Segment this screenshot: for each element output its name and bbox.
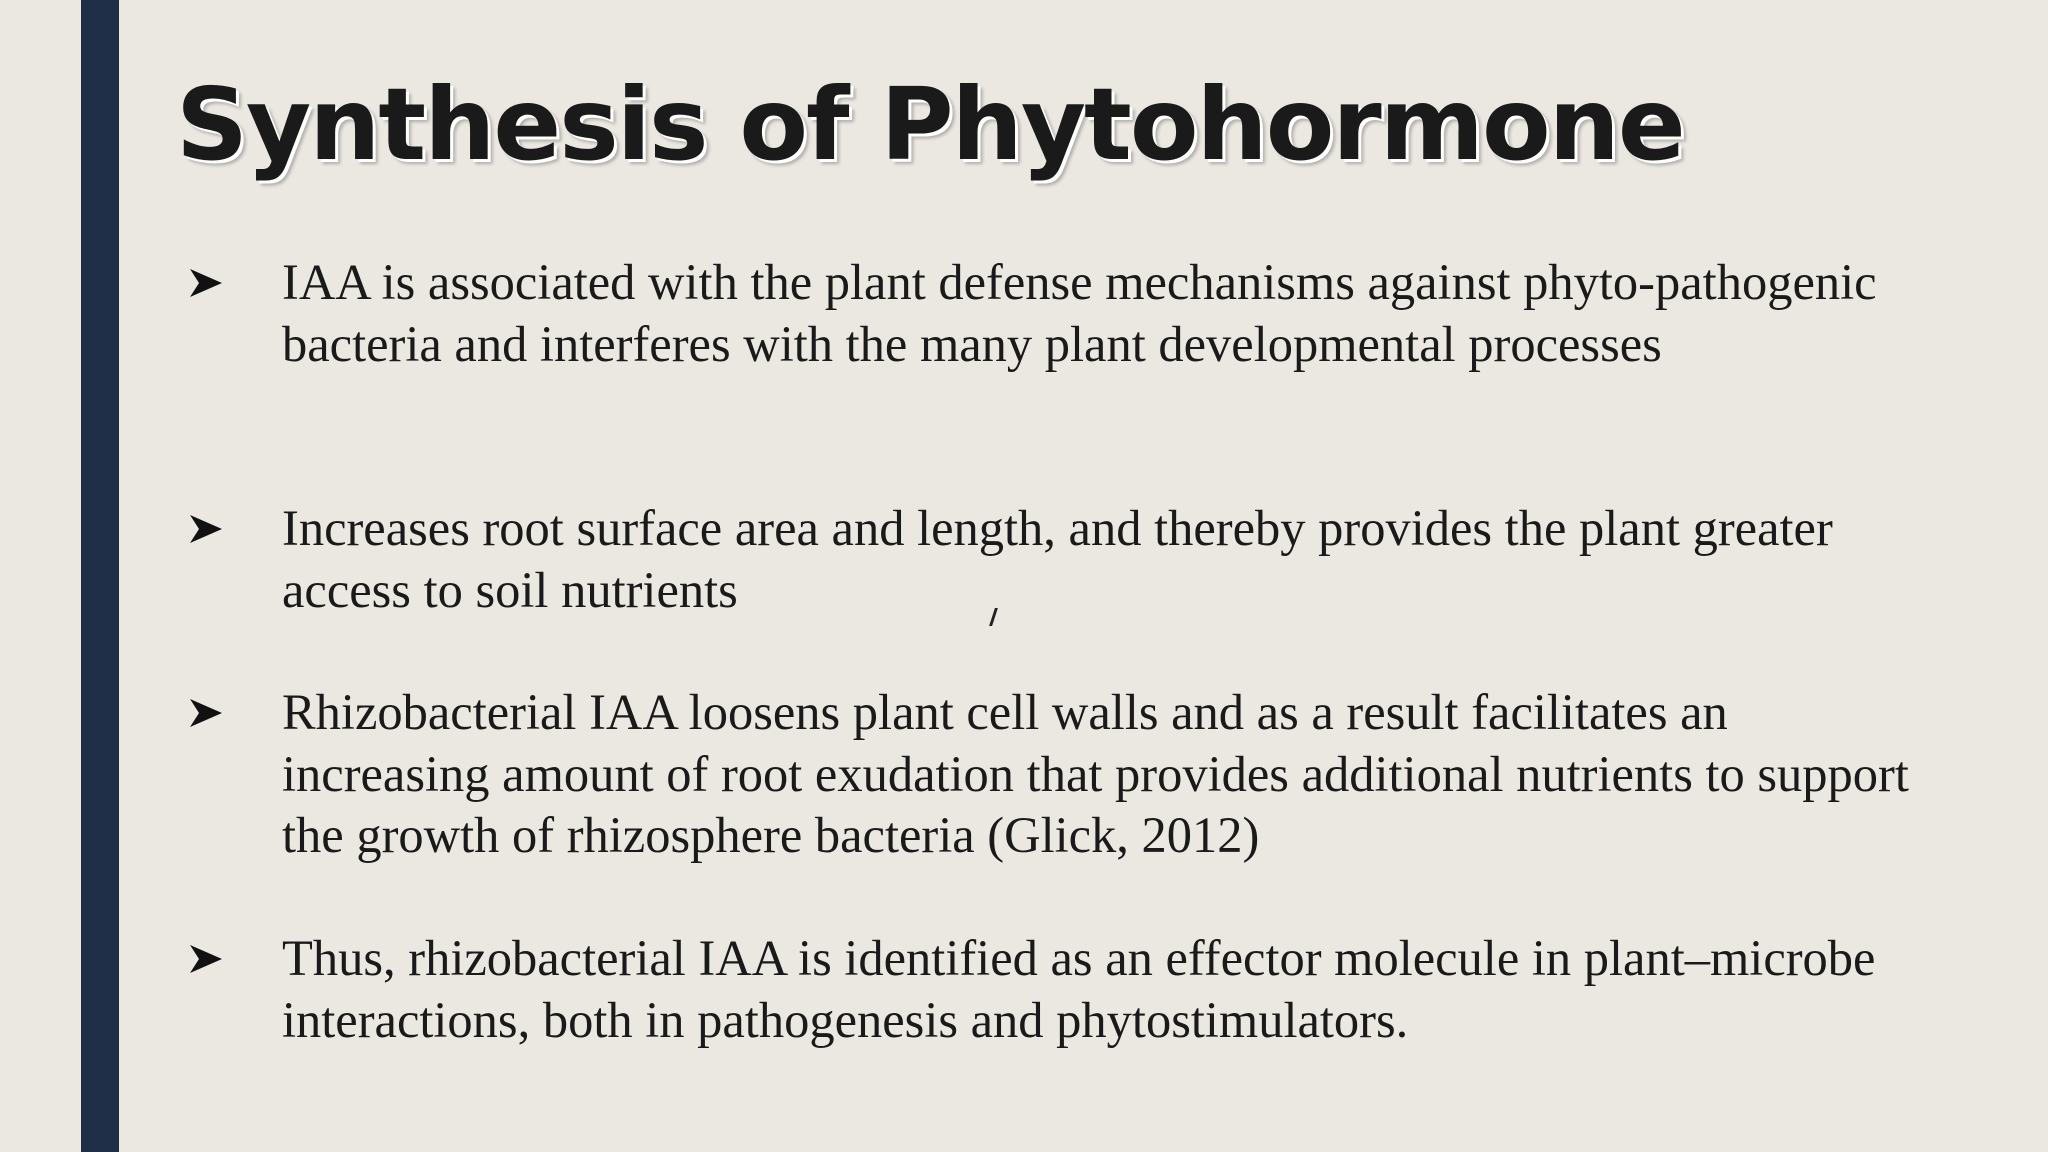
accent-bar [81,0,119,1152]
bullet-text: Thus, rhizobacterial IAA is identified as an effector molecule in plant–microbe interactions, both in pathogenesis and phytostimulators. [282,930,1876,1048]
arrow-bullet-icon [188,498,232,560]
arrow-bullet-icon [188,682,232,744]
arrow-bullet-icon [188,252,232,314]
arrow-bullet-icon [188,928,232,990]
bullet-text: Rhizobacterial IAA loosens plant cell walls and as a result facilitates an increasing amount of root exudation that provides additional nutrients to support the growth of rhizosphere bacteria (Glick, 2012) [282,684,1909,863]
bullet-text: IAA is associated with the plant defense mechanisms against phyto-pathogenic bacteria and interferes with the many plant developmental processes [282,254,1877,372]
slide-title: Synthesis of Phytohormone [176,66,1684,183]
bullet-text: Increases root surface area and length, and thereby provides the plant greater access to soil nutrients [282,500,1833,618]
